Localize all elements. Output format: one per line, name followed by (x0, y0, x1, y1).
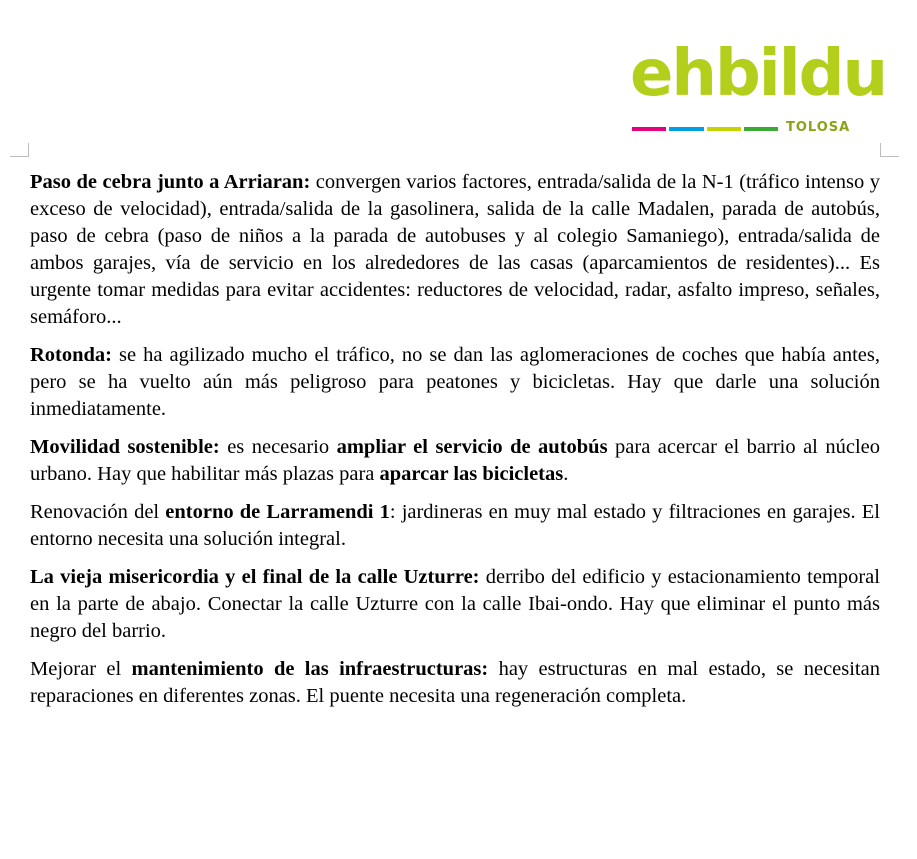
paragraph-rotonda (30, 342, 880, 423)
paragraph-emphasis: aparcar las bicicletas (379, 463, 564, 485)
paragraph-movilidad (30, 434, 880, 488)
ehbildu-logo (628, 37, 887, 140)
logo-color-bars (632, 127, 778, 131)
paragraph-text: : jardineras en muy mal estado y filtraciones en garajes. El entorno necesita una solución integral. (30, 501, 880, 550)
paragraph-emphasis: mantenimiento de las infraestructuras: (131, 658, 489, 680)
paragraph-heading: Movilidad sostenible: (30, 436, 220, 458)
paragraph-text: Mejorar el (30, 658, 132, 680)
logo-bar-blue (669, 127, 703, 131)
paragraph-larramendi (30, 499, 880, 553)
logo-bar-magenta (632, 127, 666, 131)
margin-crop-mark-right (880, 143, 899, 157)
paragraph-text: convergen varios factores, entrada/salida de la N-1 (tráfico intenso y exceso de velocidad), entrada/salida de la gasolinera, salida de la calle Madalen, parada de autobús, paso de cebra (paso de niños a la parada de autobuses y al colegio Samaniego), entrada/salida de ambos garajes, vía de servicio en los alrededores de las casas (aparcamientos de residentes)... Es urgente tomar medidas para evitar accidentes: reductores de velocidad, radar, asfalto impreso, señales, semáforo... (30, 171, 880, 328)
logo-bar-green (744, 127, 778, 131)
paragraph-misericordia (30, 564, 880, 645)
paragraph-emphasis: entorno de Larramendi 1 (165, 501, 390, 523)
paragraph-emphasis: ampliar el servicio de autobús (336, 436, 608, 458)
paragraph-mantenimiento (30, 656, 880, 710)
logo-subtitle: TOLOSA (786, 120, 851, 135)
paragraph-text: derribo del edificio y estacionamiento temporal en la parte de abajo. Conectar la calle Uzturre con la calle Ibai-ondo. Hay que eliminar el punto más negro del barrio. (30, 566, 880, 642)
paragraph-text: se ha agilizado mucho el tráfico, no se dan las aglomeraciones de coches que había antes, pero se ha vuelto aún más peligroso para peatones y bicicletas. Hay que darle una solución inmediatamente. (30, 344, 880, 420)
paragraph-heading: La vieja misericordia y el final de la calle Uzturre: (30, 566, 480, 588)
logo-bar-yellow (707, 127, 741, 131)
paragraph-text: . (563, 463, 569, 485)
document-body (30, 169, 880, 721)
paragraph-text: es necesario (219, 436, 337, 458)
margin-crop-mark-left (10, 143, 29, 157)
paragraph-paso-de-cebra (30, 169, 880, 331)
paragraph-text: Renovación del (30, 501, 166, 523)
paragraph-text: para acercar el barrio al núcleo urbano. Hay que habilitar más plazas para (30, 436, 880, 485)
paragraph-text: hay estructuras en mal estado, se necesitan reparaciones en diferentes zonas. El puente necesita una regeneración completa. (30, 658, 880, 707)
logo-wordmark: ehbildu (630, 37, 887, 111)
paragraph-heading: Paso de cebra junto a Arriaran: (30, 171, 311, 193)
paragraph-heading: Rotonda: (30, 344, 113, 366)
